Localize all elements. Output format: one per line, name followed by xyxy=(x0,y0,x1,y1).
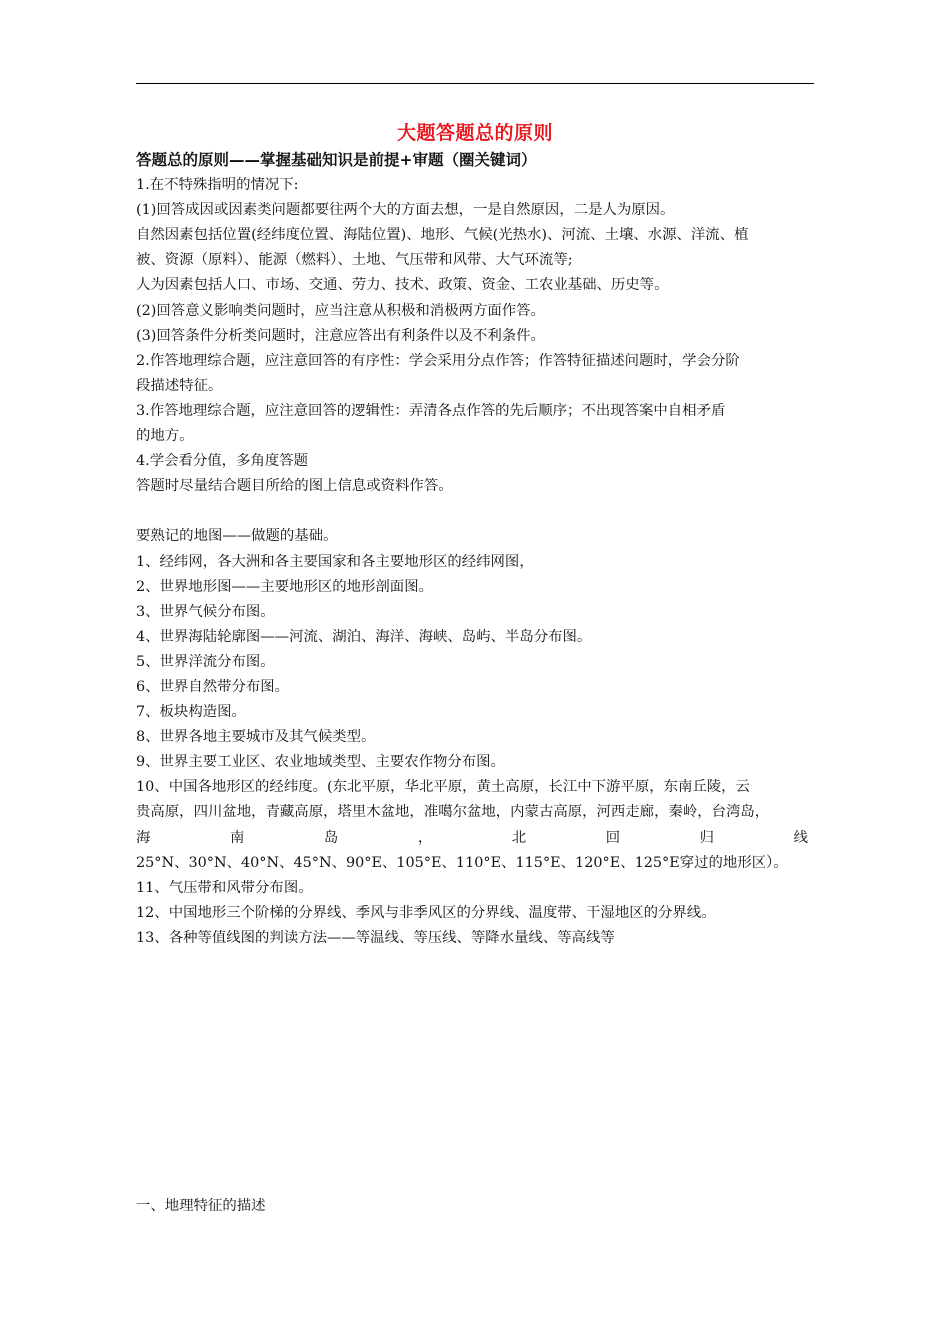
principle-line: 3.作答地理综合题，应注意回答的逻辑性：弄清各点作答的先后顺序；不出现答案中自相矛盾 xyxy=(136,402,726,419)
map-list-item: 4、世界海陆轮廓图——河流、湖泊、海洋、海峡、岛屿、半岛分布图。 xyxy=(136,628,592,645)
document-title: 大题答题总的原则 xyxy=(396,122,553,144)
maps-intro: 要熟记的地图——做题的基础。 xyxy=(136,528,338,545)
principle-line: 4.学会看分值，多角度答题 xyxy=(136,453,309,470)
document-subtitle: 答题总的原则——掌握基础知识是前提+审题（圈关键词） xyxy=(136,151,537,169)
blank-line xyxy=(136,499,816,524)
principle-line: 答题时尽量结合题目所给的图上信息或资料作答。 xyxy=(136,478,453,495)
spread-char: 北 xyxy=(511,829,527,846)
principle-line: 段描述特征。 xyxy=(136,377,223,394)
principle-line: (3)回答条件分析类问题时，注意应答出有利条件以及不利条件。 xyxy=(136,327,545,344)
spread-text-line xyxy=(136,826,808,851)
principle-line: (2)回答意义影响类问题时，应当注意从积极和消极两方面作答。 xyxy=(136,302,545,319)
principle-line: (1)回答成因或因素类问题都要往两个大的方面去想，一是自然原因，二是人为原因。 xyxy=(136,202,675,219)
map-list-item: 9、世界主要工业区、农业地域类型、主要农作物分布图。 xyxy=(136,754,505,771)
map-list-item: 6、世界自然带分布图。 xyxy=(136,678,290,695)
map-list-item: 11、气压带和风带分布图。 xyxy=(136,879,313,896)
principle-line: 1.在不特殊指明的情况下: xyxy=(136,177,299,194)
principle-line: 的地方。 xyxy=(136,428,194,445)
map-list-item: 5、世界洋流分布图。 xyxy=(136,653,275,670)
spread-char: 归 xyxy=(699,829,715,846)
spread-char: 线 xyxy=(793,829,808,846)
principle-line: 被、资源（原料）、能源（燃料）、土地、气压带和风带、大气环流等; xyxy=(136,252,573,269)
section-heading: 一、地理特征的描述 xyxy=(136,1198,266,1214)
map-list-item: 13、各种等值线图的判读方法——等温线、等压线、等降水量线、等高线等 xyxy=(136,929,615,946)
principle-line: 自然因素包括位置(经纬度位置、海陆位置)、地形、气候(光热水)、河流、土壤、水源、洋流、植 xyxy=(136,227,749,244)
spread-char: ， xyxy=(417,829,433,846)
map-list-item: 25°N、30°N、40°N、45°N、90°E、105°E、110°E、115°E、120°E、125°E穿过的地形区）。 xyxy=(136,854,788,871)
spread-char: 海 xyxy=(136,829,151,846)
spread-char: 岛 xyxy=(323,829,339,846)
map-list-item: 12、中国地形三个阶梯的分界线、季风与非季风区的分界线、温度带、干湿地区的分界线。 xyxy=(136,904,716,921)
principle-line: 人为因素包括人口、市场、交通、劳力、技术、政策、资金、工农业基础、历史等。 xyxy=(136,277,669,294)
document-body xyxy=(136,148,816,951)
map-list-item: 1、经纬网，各大洲和各主要国家和各主要地形区的经纬网图， xyxy=(136,553,534,570)
spread-char: 回 xyxy=(605,829,621,846)
map-list-item: 10、中国各地形区的经纬度。(东北平原，华北平原，黄土高原，长江中下游平原，东南丘陵，云 xyxy=(136,779,750,796)
spread-char: 南 xyxy=(229,829,245,846)
header-rule xyxy=(136,83,814,84)
map-list-item: 3、世界气候分布图。 xyxy=(136,603,275,620)
map-list-item: 8、世界各地主要城市及其气候类型。 xyxy=(136,729,376,746)
map-list-item: 贵高原，四川盆地，青藏高原，塔里木盆地，准噶尔盆地，内蒙古高原，河西走廊，秦岭，台湾岛， xyxy=(136,804,770,821)
map-list-item: 2、世界地形图——主要地形区的地形剖面图。 xyxy=(136,578,433,595)
map-list-item: 7、板块构造图。 xyxy=(136,704,246,721)
principle-line: 2.作答地理综合题，应注意回答的有序性：学会采用分点作答；作答特征描述问题时，学会分阶 xyxy=(136,352,740,369)
